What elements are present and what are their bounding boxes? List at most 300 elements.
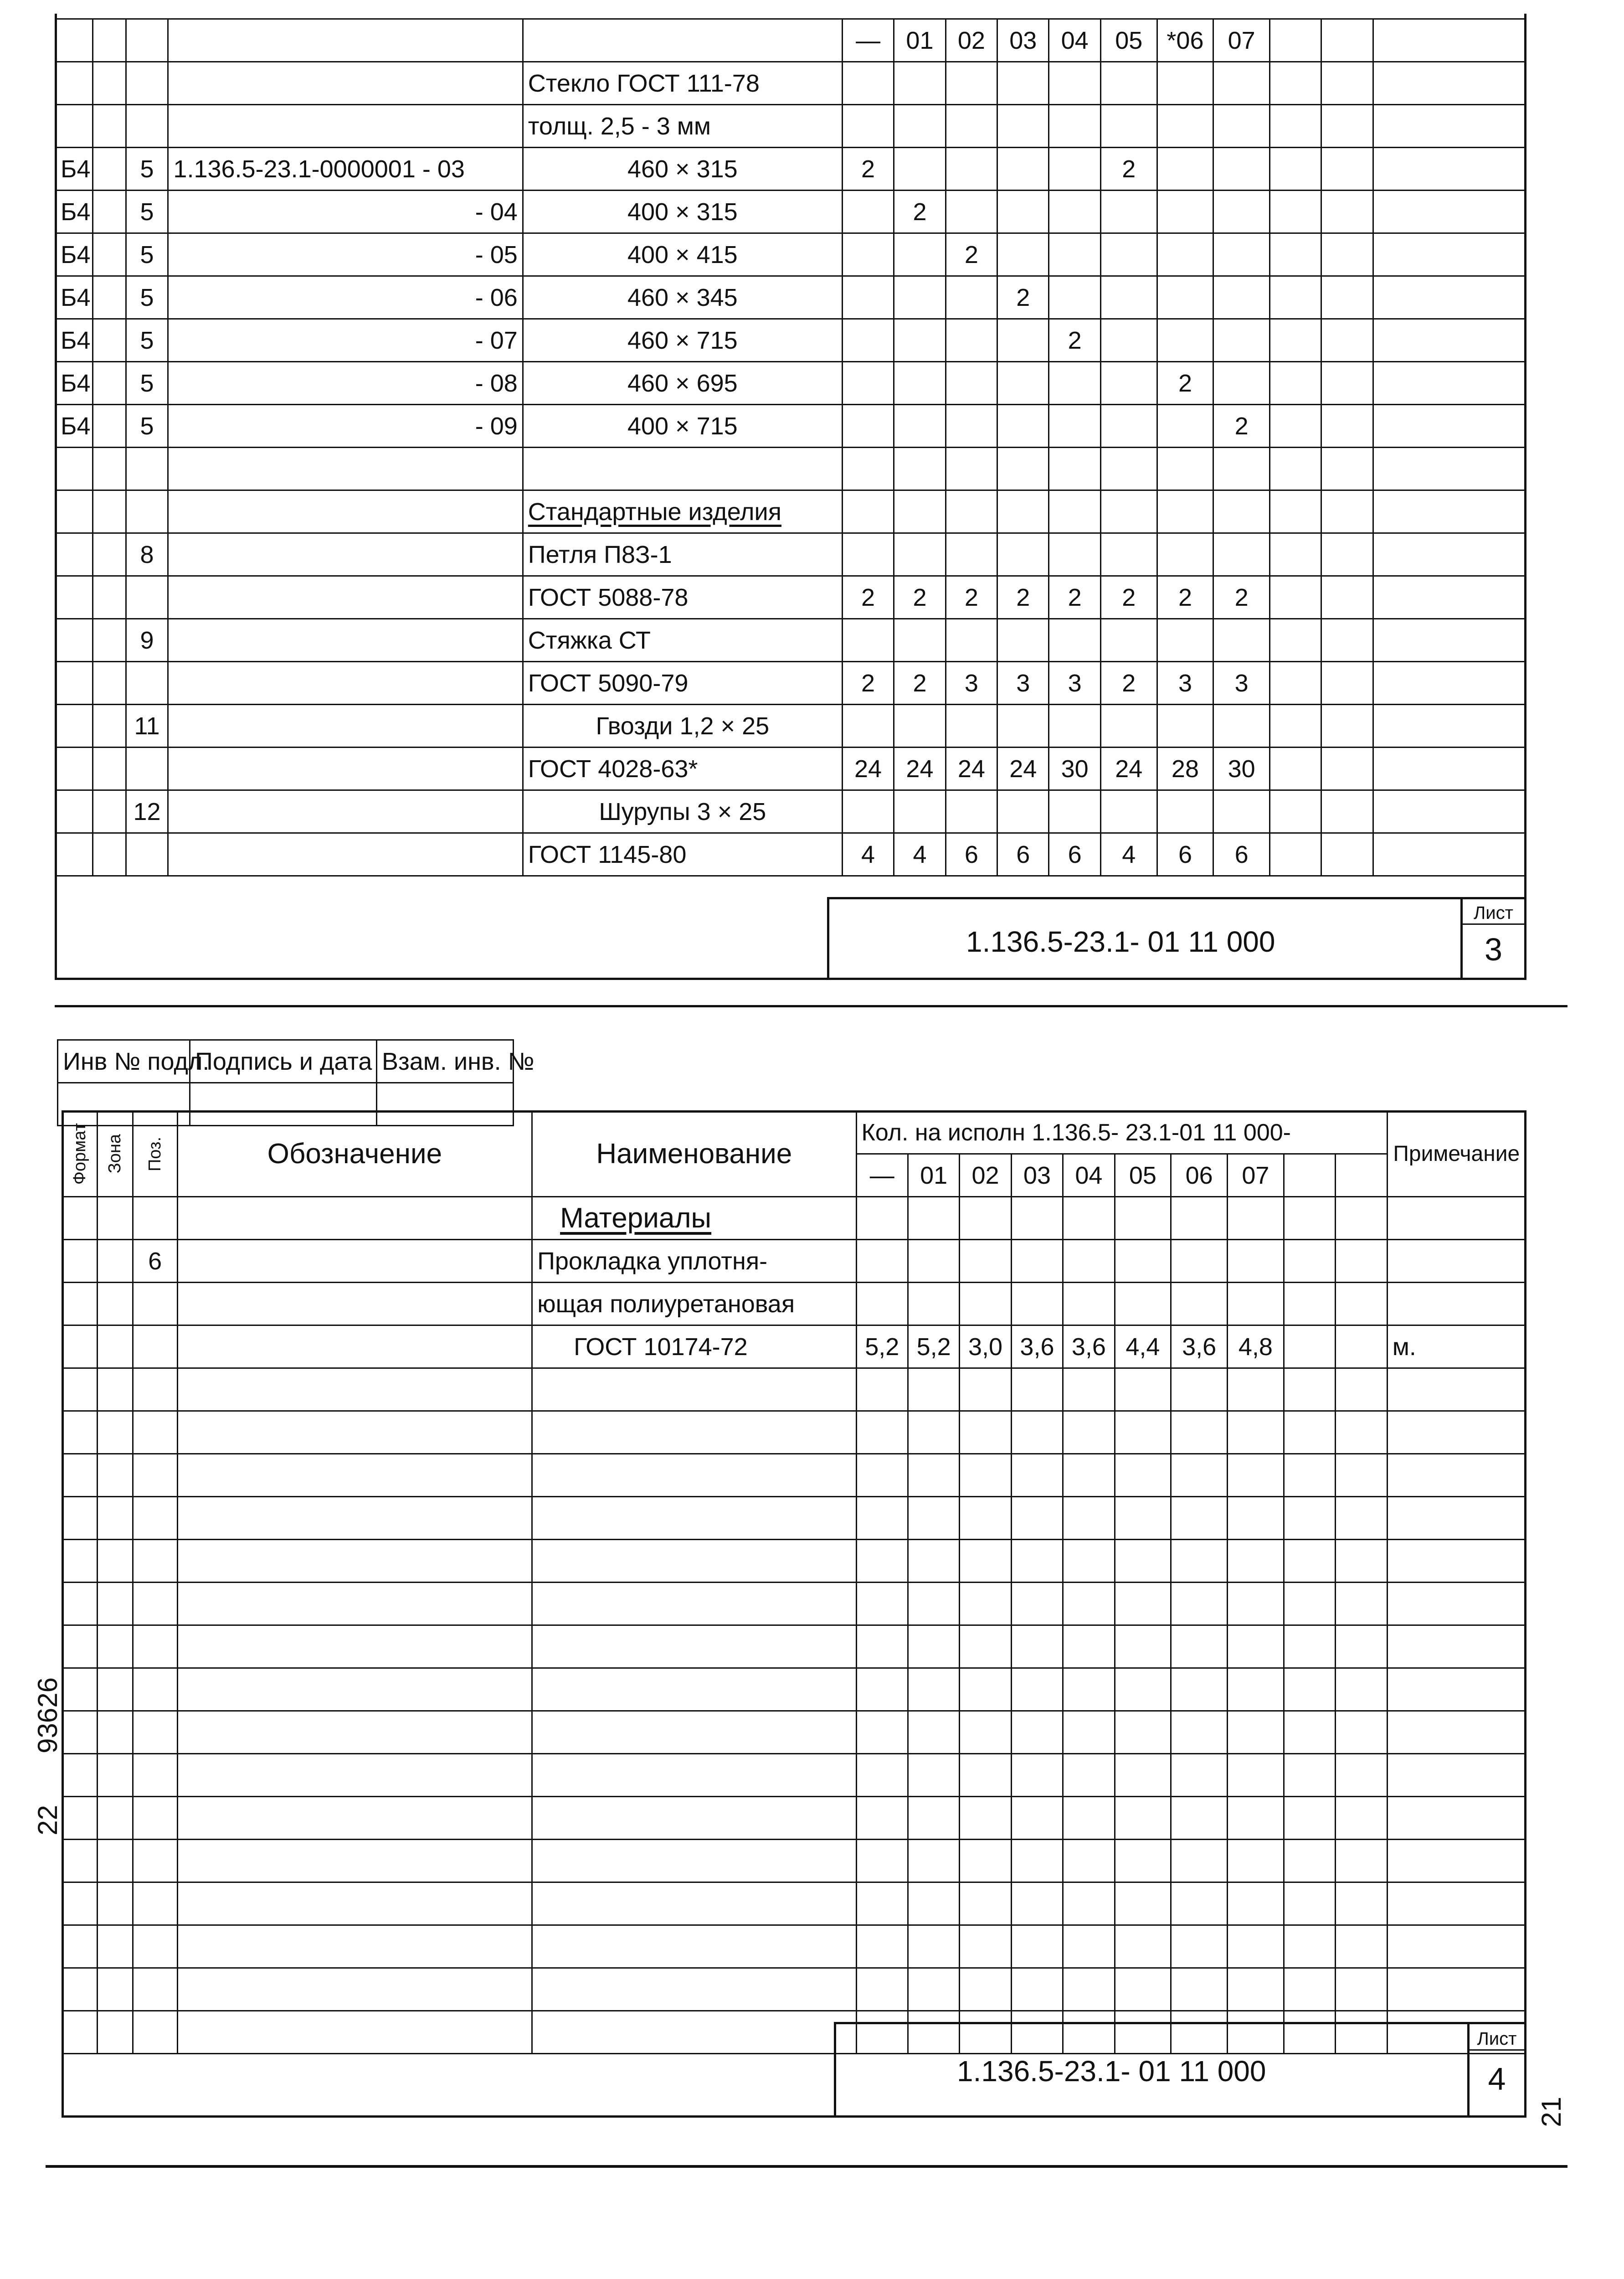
table-row xyxy=(62,1625,1526,1668)
spare-cell xyxy=(1321,62,1373,105)
designation-cell xyxy=(177,1625,532,1668)
spare-cell xyxy=(1270,276,1321,319)
qty-cell: 2 xyxy=(1157,362,1213,405)
name-cell: 460 × 345 xyxy=(523,276,842,319)
qty-cell xyxy=(1157,533,1213,576)
spare-cell xyxy=(1284,1797,1335,1840)
name-cell: 460 × 315 xyxy=(523,148,842,191)
qty-cell xyxy=(1100,490,1157,533)
format-cell xyxy=(62,1497,98,1540)
qty-cell: 3 xyxy=(1213,662,1270,705)
qty-cell xyxy=(1115,1240,1171,1283)
qty-cell xyxy=(1228,1283,1284,1325)
qty-cell xyxy=(856,1968,908,2011)
qty-cell xyxy=(908,1368,959,1411)
qty-cell xyxy=(1213,790,1270,833)
spare-cell xyxy=(1336,1283,1388,1325)
format-cell xyxy=(56,790,93,833)
qty-cell xyxy=(1049,619,1100,662)
qty-cell xyxy=(1228,1797,1284,1840)
name-cell xyxy=(532,1411,856,1454)
designation-cell xyxy=(177,2011,532,2054)
qty-cell xyxy=(1171,1668,1228,1711)
qty-cell xyxy=(1011,1368,1063,1411)
qty-cell xyxy=(1157,705,1213,748)
pos-cell xyxy=(126,62,168,105)
qty-cell xyxy=(1171,1368,1228,1411)
qty-cell xyxy=(1049,148,1100,191)
format-cell xyxy=(56,748,93,790)
qty-cell xyxy=(960,1540,1011,1583)
qty-cell: 2 xyxy=(894,576,946,619)
designation-cell xyxy=(177,1754,532,1797)
qty-cell xyxy=(1063,1497,1115,1540)
zone-cell xyxy=(93,362,126,405)
table-row xyxy=(62,1840,1526,1882)
name-cell xyxy=(532,1625,856,1668)
qty-cell xyxy=(894,448,946,490)
spare-cell xyxy=(1321,662,1373,705)
qty-cell xyxy=(1157,148,1213,191)
qty-cell xyxy=(856,1625,908,1668)
qty-cell: 3 xyxy=(997,662,1049,705)
spare-cell xyxy=(1321,405,1373,448)
qty-cell xyxy=(908,1882,959,1925)
zone-cell xyxy=(93,748,126,790)
format-cell: Б4 xyxy=(56,362,93,405)
qty-cell xyxy=(1171,1711,1228,1754)
qty-cell: 2 xyxy=(1157,576,1213,619)
qty-cell xyxy=(960,1968,1011,2011)
name-cell: 460 × 695 xyxy=(523,362,842,405)
qty-cell xyxy=(1213,148,1270,191)
qty-cell xyxy=(1228,1583,1284,1625)
qty-cell xyxy=(1063,1368,1115,1411)
note-cell xyxy=(1373,448,1526,490)
spare-cell xyxy=(1284,1583,1335,1625)
spare-cell xyxy=(1321,319,1373,362)
qty-cell: 4,8 xyxy=(1228,1325,1284,1368)
pos-cell: 11 xyxy=(126,705,168,748)
qty-cell: 2 xyxy=(997,576,1049,619)
qty-cell xyxy=(997,362,1049,405)
qty-cell xyxy=(908,1625,959,1668)
pos-cell: 5 xyxy=(126,276,168,319)
pos-cell xyxy=(133,1454,177,1497)
format-cell xyxy=(56,833,93,876)
note-cell xyxy=(1387,1840,1526,1882)
note-cell xyxy=(1373,233,1526,276)
designation-cell xyxy=(177,1583,532,1625)
qty-cell xyxy=(997,490,1049,533)
designation-cell: - 05 xyxy=(168,233,523,276)
qty-cell xyxy=(960,1925,1011,1968)
qty-cell xyxy=(997,319,1049,362)
qty-cell xyxy=(1011,1240,1063,1283)
table-row xyxy=(56,62,1526,105)
designation-cell xyxy=(177,1240,532,1283)
spare-cell xyxy=(1321,276,1373,319)
qty-cell xyxy=(856,1840,908,1882)
qty-cell xyxy=(1063,1454,1115,1497)
qty-cell xyxy=(1157,105,1213,148)
spare-col-header xyxy=(1321,19,1373,62)
qty-cell xyxy=(1157,790,1213,833)
sheet-3-header-row xyxy=(56,19,1526,62)
designation-cell xyxy=(168,619,523,662)
table-row xyxy=(62,1283,1526,1325)
name-cell: Прокладка уплотня- xyxy=(532,1240,856,1283)
spare-cell xyxy=(1321,619,1373,662)
spare-cell xyxy=(1284,1411,1335,1454)
qty-cell: 6 xyxy=(1213,833,1270,876)
name-cell: ющая полиуретановая xyxy=(532,1283,856,1325)
pos-cell xyxy=(133,1968,177,2011)
qty-cell xyxy=(842,62,894,105)
zone-cell xyxy=(93,705,126,748)
qty-cell: 3,6 xyxy=(1171,1325,1228,1368)
table-row xyxy=(56,233,1526,276)
designation-cell xyxy=(177,1540,532,1583)
qty-cell xyxy=(1115,1540,1171,1583)
qty-cell xyxy=(1100,405,1157,448)
qty-cell xyxy=(1171,1197,1228,1240)
qty-cell xyxy=(1157,405,1213,448)
qty-cell xyxy=(1063,1840,1115,1882)
qty-cell xyxy=(997,148,1049,191)
qty-cell xyxy=(908,1540,959,1583)
spare-cell xyxy=(1336,1882,1388,1925)
designation-cell xyxy=(168,662,523,705)
zone-cell xyxy=(93,448,126,490)
qty-cell: 6 xyxy=(997,833,1049,876)
qty-cell xyxy=(1011,1668,1063,1711)
pos-cell: 5 xyxy=(126,319,168,362)
qty-cell xyxy=(908,1840,959,1882)
qty-cell xyxy=(997,405,1049,448)
spare-cell xyxy=(1321,533,1373,576)
qty-cell xyxy=(1213,705,1270,748)
qty-cell: 2 xyxy=(842,576,894,619)
spare-cell xyxy=(1270,533,1321,576)
spare-cell xyxy=(1336,1325,1388,1368)
qty-cell xyxy=(1115,1754,1171,1797)
qty-cell xyxy=(856,1240,908,1283)
zone-cell xyxy=(98,1497,133,1540)
zone-cell xyxy=(98,1240,133,1283)
spare-cell xyxy=(1270,319,1321,362)
format-cell xyxy=(56,576,93,619)
spare-cell xyxy=(1270,405,1321,448)
note-header: Примечание xyxy=(1387,1111,1526,1197)
qty-cell xyxy=(1115,1968,1171,2011)
qty-cell xyxy=(1115,1368,1171,1411)
pos-cell xyxy=(133,1882,177,1925)
qty-cell xyxy=(842,319,894,362)
name-cell: Стяжка СТ xyxy=(523,619,842,662)
qty-cell xyxy=(960,1668,1011,1711)
qty-cell xyxy=(894,276,946,319)
qty-cell xyxy=(946,105,997,148)
designation-cell xyxy=(177,1925,532,1968)
zone-cell xyxy=(98,1797,133,1840)
zone-cell xyxy=(93,533,126,576)
qty-cell xyxy=(960,1583,1011,1625)
note-cell xyxy=(1387,1711,1526,1754)
qty-cell xyxy=(856,1411,908,1454)
spare-cell xyxy=(1270,662,1321,705)
table-row xyxy=(56,276,1526,319)
pos-cell: 5 xyxy=(126,233,168,276)
pos-cell xyxy=(133,2011,177,2054)
qty-cell xyxy=(997,448,1049,490)
note-cell xyxy=(1373,748,1526,790)
qty-cell: 2 xyxy=(997,276,1049,319)
zone-cell xyxy=(93,148,126,191)
format-cell xyxy=(56,62,93,105)
pos-cell xyxy=(133,1797,177,1840)
pos-cell xyxy=(126,662,168,705)
qty-cell xyxy=(1213,362,1270,405)
qty-cell xyxy=(1171,1840,1228,1882)
qty-cell xyxy=(1213,533,1270,576)
format-cell xyxy=(56,490,93,533)
spare-cell xyxy=(1336,1197,1388,1240)
format-cell xyxy=(62,1668,98,1711)
qty-cell xyxy=(908,1968,959,2011)
qty-cell xyxy=(1171,1625,1228,1668)
name-header: Наименование xyxy=(532,1111,856,1197)
format-cell xyxy=(62,1540,98,1583)
qty-cell xyxy=(1228,1840,1284,1882)
name-cell xyxy=(532,1968,856,2011)
spare-cell xyxy=(1336,1411,1388,1454)
qty-cell xyxy=(1213,448,1270,490)
spare-col-header xyxy=(1270,19,1321,62)
spare-cell xyxy=(1284,1283,1335,1325)
qty-cell xyxy=(1063,1968,1115,2011)
qty-cell: 5,2 xyxy=(856,1325,908,1368)
spare-cell xyxy=(1321,490,1373,533)
qty-cell: 6 xyxy=(1157,833,1213,876)
spare-cell xyxy=(1284,1754,1335,1797)
qty-cell xyxy=(1049,405,1100,448)
qty-cell xyxy=(1228,1540,1284,1583)
note-cell xyxy=(1387,1968,1526,2011)
signature-date-header: Подпись и дата xyxy=(190,1040,377,1083)
qty-cell xyxy=(1063,1882,1115,1925)
zone-cell xyxy=(98,1454,133,1497)
name-cell xyxy=(532,1583,856,1625)
note-cell xyxy=(1373,662,1526,705)
format-cell xyxy=(62,1583,98,1625)
qty-cell xyxy=(856,1711,908,1754)
spare-cell xyxy=(1336,1668,1388,1711)
table-row xyxy=(62,1711,1526,1754)
format-cell xyxy=(62,1411,98,1454)
spare-cell xyxy=(1321,833,1373,876)
name-cell: ГОСТ 5088-78 xyxy=(523,576,842,619)
designation-cell xyxy=(177,1325,532,1368)
format-cell xyxy=(62,1240,98,1283)
format-header-cell xyxy=(56,19,93,62)
qty-cell xyxy=(856,1197,908,1240)
table-row xyxy=(62,1411,1526,1454)
qty-cell xyxy=(960,1497,1011,1540)
spare-cell xyxy=(1321,191,1373,233)
note-cell xyxy=(1387,1197,1526,1240)
qty-cell xyxy=(960,1368,1011,1411)
zone-cell xyxy=(98,1668,133,1711)
zone-cell xyxy=(93,790,126,833)
name-cell: Гвозди 1,2 × 25 xyxy=(523,705,842,748)
qty-cell xyxy=(1063,1625,1115,1668)
table-row xyxy=(62,1240,1526,1283)
qty-cell xyxy=(1011,1625,1063,1668)
qty-cell: 24 xyxy=(1100,748,1157,790)
qty-cell xyxy=(1171,1240,1228,1283)
qty-cell xyxy=(842,191,894,233)
pos-cell xyxy=(126,448,168,490)
qty-cell: 2 xyxy=(1100,148,1157,191)
format-cell: Б4 xyxy=(56,191,93,233)
spare-cell xyxy=(1336,1368,1388,1411)
name-cell xyxy=(523,448,842,490)
qty-cell: 4 xyxy=(842,833,894,876)
qty-cell xyxy=(1171,1968,1228,2011)
note-cell xyxy=(1373,191,1526,233)
sheet-number: 3 xyxy=(1485,932,1502,967)
table-row xyxy=(62,1797,1526,1840)
spare-col-header xyxy=(1336,1154,1388,1197)
zone-cell xyxy=(93,319,126,362)
qty-cell xyxy=(1063,1283,1115,1325)
zone-cell xyxy=(98,1882,133,1925)
qty-cell xyxy=(1213,62,1270,105)
note-cell xyxy=(1387,1882,1526,1925)
table-row xyxy=(56,662,1526,705)
qty-per-variant-header: Кол. на исполн 1.136.5- 23.1-01 11 000- xyxy=(856,1111,1387,1154)
format-cell: Б4 xyxy=(56,319,93,362)
note-cell xyxy=(1387,1411,1526,1454)
qty-cell xyxy=(1063,1240,1115,1283)
note-cell xyxy=(1373,533,1526,576)
qty-cell xyxy=(1228,1668,1284,1711)
qty-cell xyxy=(1011,1882,1063,1925)
qty-cell xyxy=(1100,705,1157,748)
note-cell: м. xyxy=(1387,1325,1526,1368)
designation-cell xyxy=(168,448,523,490)
designation-cell xyxy=(177,1668,532,1711)
table-row xyxy=(62,1454,1526,1497)
qty-cell xyxy=(1063,1583,1115,1625)
format-cell: Б4 xyxy=(56,233,93,276)
qty-cell xyxy=(908,1411,959,1454)
qty-cell xyxy=(997,62,1049,105)
spare-cell xyxy=(1284,1925,1335,1968)
qty-cell xyxy=(960,1797,1011,1840)
zone-header: Зона xyxy=(98,1111,133,1197)
qty-cell: 2 xyxy=(1100,576,1157,619)
qty-cell xyxy=(1063,1411,1115,1454)
qty-cell xyxy=(1115,1840,1171,1882)
name-cell xyxy=(532,1711,856,1754)
pos-cell: 12 xyxy=(126,790,168,833)
qty-col-header: 03 xyxy=(1011,1154,1063,1197)
format-cell xyxy=(56,662,93,705)
qty-col-header: 03 xyxy=(997,19,1049,62)
format-cell xyxy=(62,1625,98,1668)
pos-cell xyxy=(133,1754,177,1797)
qty-cell xyxy=(1100,233,1157,276)
spare-cell xyxy=(1284,1325,1335,1368)
zone-cell xyxy=(93,62,126,105)
table-row xyxy=(56,105,1526,148)
designation-header-cell xyxy=(168,19,523,62)
table-row xyxy=(62,1497,1526,1540)
qty-cell xyxy=(1228,1497,1284,1540)
sheet-label: Лист xyxy=(1470,2029,1524,2051)
zone-cell xyxy=(93,833,126,876)
table-row xyxy=(62,1368,1526,1411)
qty-cell xyxy=(908,1711,959,1754)
spare-cell xyxy=(1321,576,1373,619)
qty-cell xyxy=(894,790,946,833)
designation-cell xyxy=(177,1968,532,2011)
spare-cell xyxy=(1284,1968,1335,2011)
qty-cell xyxy=(1171,1540,1228,1583)
qty-cell xyxy=(894,105,946,148)
designation-cell xyxy=(177,1711,532,1754)
zone-cell xyxy=(98,1283,133,1325)
qty-cell xyxy=(1115,1711,1171,1754)
name-cell: 400 × 415 xyxy=(523,233,842,276)
note-cell xyxy=(1373,705,1526,748)
pos-cell xyxy=(126,748,168,790)
qty-cell xyxy=(908,1754,959,1797)
qty-cell xyxy=(1228,1882,1284,1925)
designation-cell: - 09 xyxy=(168,405,523,448)
qty-cell: 4,4 xyxy=(1115,1325,1171,1368)
spare-cell xyxy=(1270,576,1321,619)
sheet-3-document-code: 1.136.5-23.1- 01 11 000 xyxy=(966,925,1275,958)
name-cell: ГОСТ 5090-79 xyxy=(523,662,842,705)
zone-cell xyxy=(93,105,126,148)
qty-cell: 3 xyxy=(1157,662,1213,705)
qty-cell xyxy=(1228,1925,1284,1968)
qty-cell xyxy=(856,1454,908,1497)
pos-cell xyxy=(133,1368,177,1411)
sheet-4-list-box xyxy=(1467,2024,1524,2115)
spare-cell xyxy=(1270,448,1321,490)
qty-cell xyxy=(842,276,894,319)
qty-cell xyxy=(894,62,946,105)
spare-cell xyxy=(1270,148,1321,191)
qty-cell xyxy=(1228,1754,1284,1797)
qty-cell xyxy=(1213,619,1270,662)
qty-col-header: 02 xyxy=(946,19,997,62)
qty-cell xyxy=(1063,1197,1115,1240)
qty-cell xyxy=(1063,1754,1115,1797)
qty-cell xyxy=(1063,1711,1115,1754)
qty-cell xyxy=(946,62,997,105)
pos-cell xyxy=(133,1325,177,1368)
pos-cell xyxy=(133,1583,177,1625)
qty-cell xyxy=(946,790,997,833)
qty-cell xyxy=(1171,1754,1228,1797)
spare-cell xyxy=(1336,1625,1388,1668)
qty-cell xyxy=(960,1754,1011,1797)
